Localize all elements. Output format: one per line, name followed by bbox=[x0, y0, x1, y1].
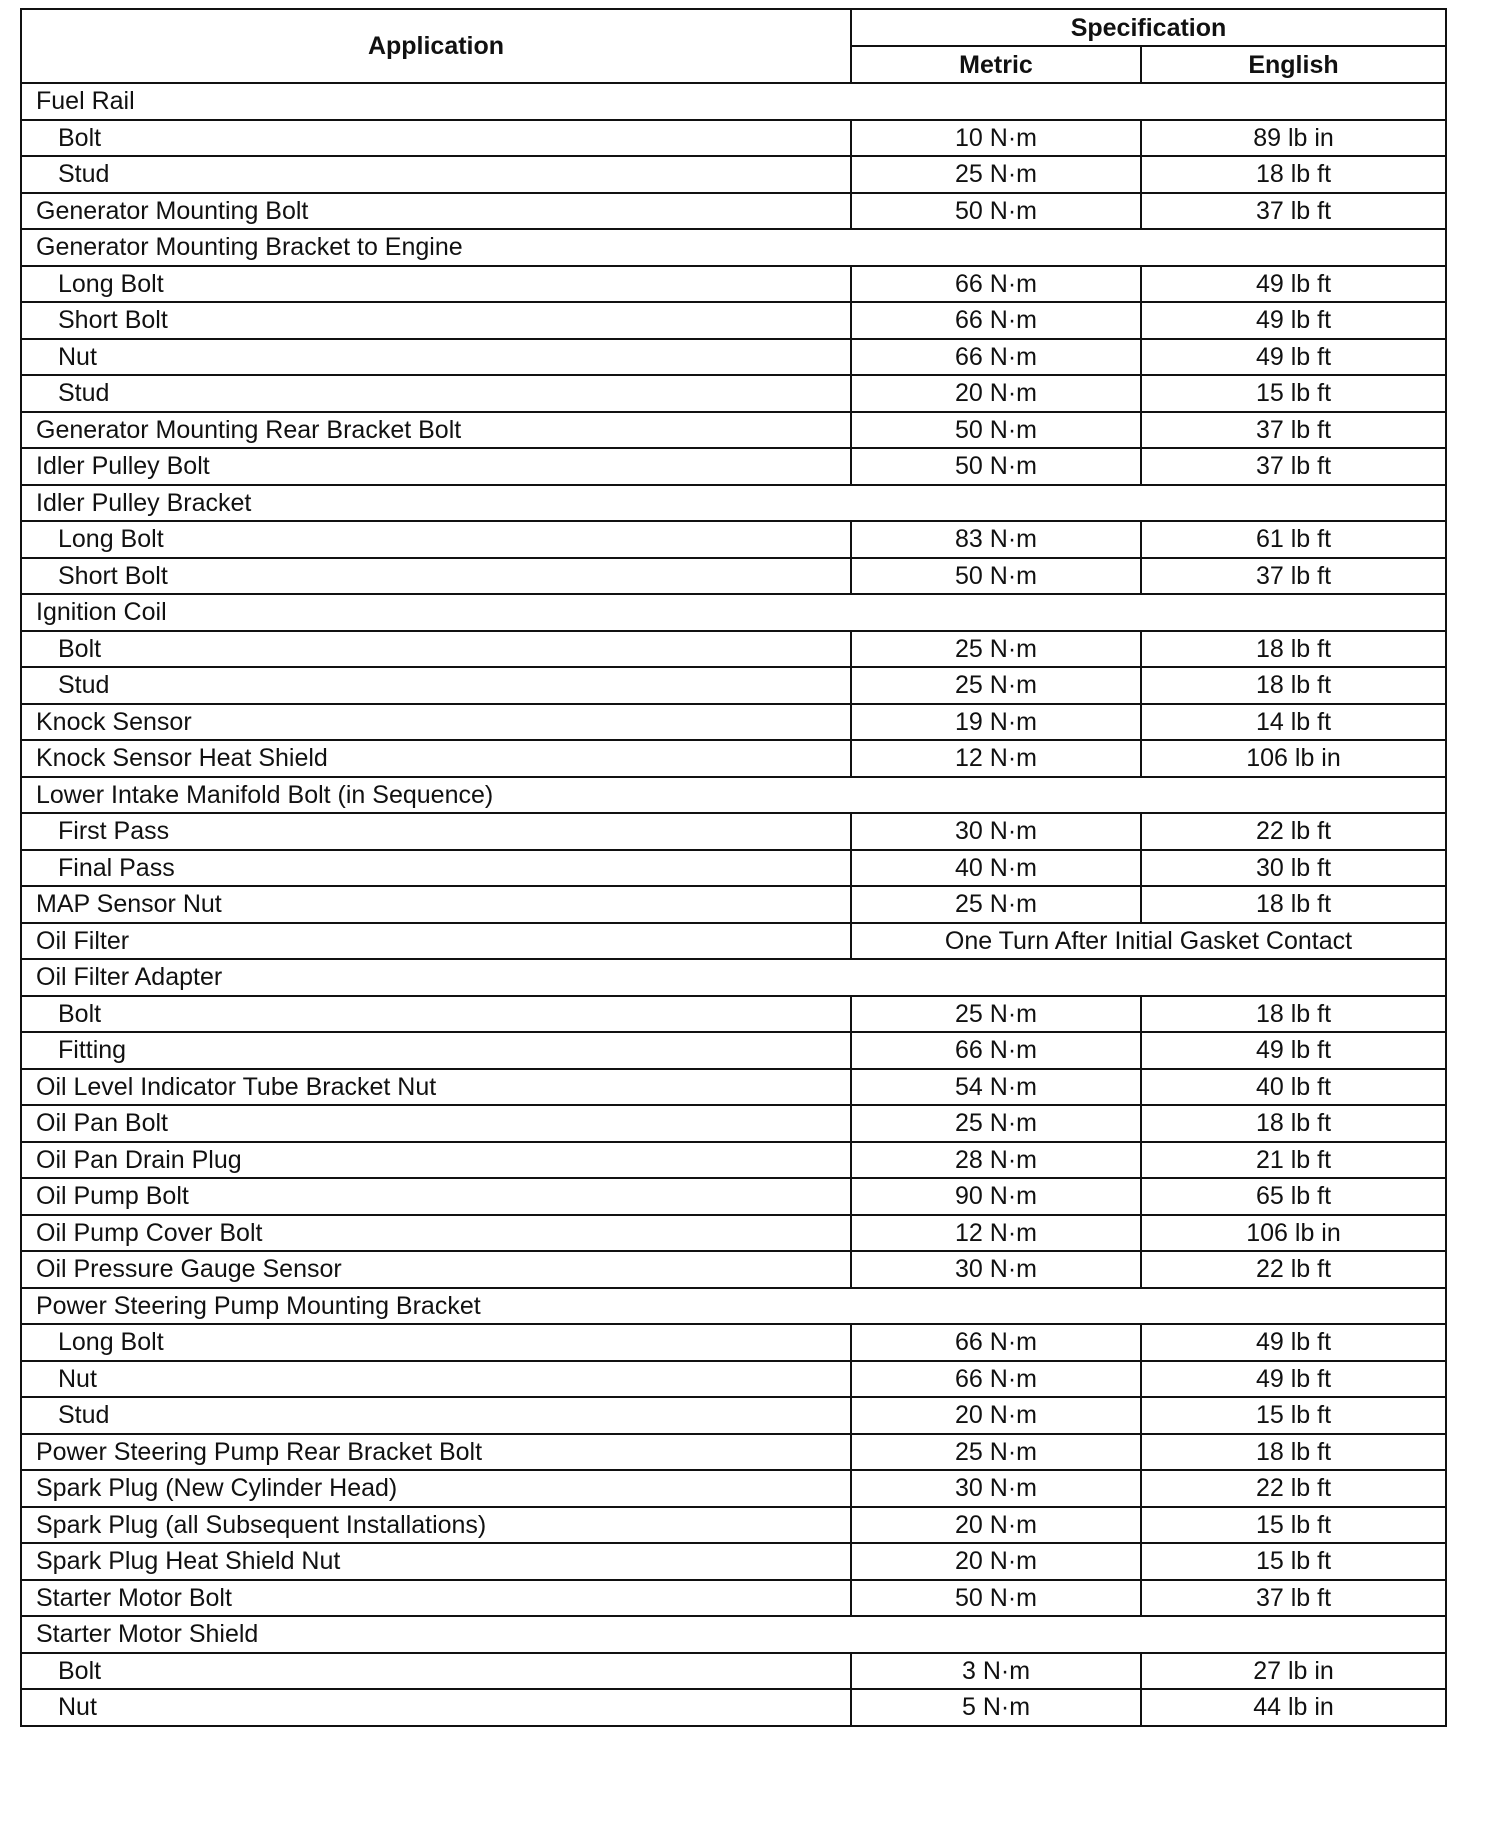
table-row bbox=[21, 777, 1446, 814]
english-cell: 18 lb ft bbox=[1141, 667, 1446, 704]
table-row bbox=[21, 521, 1446, 558]
application-cell: Oil Pump Bolt bbox=[21, 1178, 851, 1215]
application-cell: Idler Pulley Bolt bbox=[21, 448, 851, 485]
table-row bbox=[21, 193, 1446, 230]
table-row bbox=[21, 1580, 1446, 1617]
table-row bbox=[21, 631, 1446, 668]
metric-cell: 50 N·m bbox=[851, 193, 1141, 230]
english-cell: 37 lb ft bbox=[1141, 412, 1446, 449]
application-cell: Short Bolt bbox=[21, 558, 851, 595]
table-row bbox=[21, 704, 1446, 741]
application-cell: Stud bbox=[21, 375, 851, 412]
application-cell: Oil Pressure Gauge Sensor bbox=[21, 1251, 851, 1288]
application-cell: Spark Plug (all Subsequent Installations) bbox=[21, 1507, 851, 1544]
english-cell: 49 lb ft bbox=[1141, 339, 1446, 376]
metric-cell: 30 N·m bbox=[851, 813, 1141, 850]
application-cell: Generator Mounting Bracket to Engine bbox=[21, 229, 1446, 266]
metric-cell: 66 N·m bbox=[851, 1361, 1141, 1398]
table-row bbox=[21, 1470, 1446, 1507]
application-cell: Long Bolt bbox=[21, 1324, 851, 1361]
english-cell: 106 lb in bbox=[1141, 740, 1446, 777]
table-row bbox=[21, 886, 1446, 923]
english-cell: 22 lb ft bbox=[1141, 813, 1446, 850]
metric-cell: 25 N·m bbox=[851, 1434, 1141, 1471]
metric-cell: 25 N·m bbox=[851, 631, 1141, 668]
english-cell: 49 lb ft bbox=[1141, 1361, 1446, 1398]
english-cell: 27 lb in bbox=[1141, 1653, 1446, 1690]
english-cell: 37 lb ft bbox=[1141, 448, 1446, 485]
application-cell: Oil Pan Drain Plug bbox=[21, 1142, 851, 1179]
application-cell: Spark Plug (New Cylinder Head) bbox=[21, 1470, 851, 1507]
english-cell: 40 lb ft bbox=[1141, 1069, 1446, 1106]
english-cell: 18 lb ft bbox=[1141, 156, 1446, 193]
metric-cell: 54 N·m bbox=[851, 1069, 1141, 1106]
english-cell: 14 lb ft bbox=[1141, 704, 1446, 741]
english-cell: 15 lb ft bbox=[1141, 1507, 1446, 1544]
english-cell: 37 lb ft bbox=[1141, 558, 1446, 595]
metric-cell: 25 N·m bbox=[851, 886, 1141, 923]
table-row bbox=[21, 1543, 1446, 1580]
english-cell: 106 lb in bbox=[1141, 1215, 1446, 1252]
metric-cell: 40 N·m bbox=[851, 850, 1141, 887]
table-row bbox=[21, 1251, 1446, 1288]
table-row bbox=[21, 850, 1446, 887]
application-cell: Final Pass bbox=[21, 850, 851, 887]
application-cell: Bolt bbox=[21, 996, 851, 1033]
table-row bbox=[21, 1397, 1446, 1434]
metric-cell: 20 N·m bbox=[851, 1507, 1141, 1544]
metric-cell: 12 N·m bbox=[851, 740, 1141, 777]
table-row bbox=[21, 1215, 1446, 1252]
table-row bbox=[21, 339, 1446, 376]
english-cell: 15 lb ft bbox=[1141, 1397, 1446, 1434]
metric-cell: 25 N·m bbox=[851, 667, 1141, 704]
metric-cell: 90 N·m bbox=[851, 1178, 1141, 1215]
english-cell: 37 lb ft bbox=[1141, 1580, 1446, 1617]
metric-cell: 25 N·m bbox=[851, 156, 1141, 193]
table-row bbox=[21, 667, 1446, 704]
application-cell: Lower Intake Manifold Bolt (in Sequence) bbox=[21, 777, 1446, 814]
table-row bbox=[21, 1507, 1446, 1544]
table-row bbox=[21, 594, 1446, 631]
metric-cell: 50 N·m bbox=[851, 1580, 1141, 1617]
table-row bbox=[21, 1653, 1446, 1690]
table-row bbox=[21, 1069, 1446, 1106]
metric-cell: 66 N·m bbox=[851, 1324, 1141, 1361]
application-cell: Bolt bbox=[21, 631, 851, 668]
table-row bbox=[21, 1616, 1446, 1653]
application-cell: Spark Plug Heat Shield Nut bbox=[21, 1543, 851, 1580]
application-cell: Long Bolt bbox=[21, 521, 851, 558]
english-cell: 21 lb ft bbox=[1141, 1142, 1446, 1179]
metric-cell: 66 N·m bbox=[851, 1032, 1141, 1069]
table-row bbox=[21, 302, 1446, 339]
application-cell: Ignition Coil bbox=[21, 594, 1446, 631]
metric-cell: 20 N·m bbox=[851, 1397, 1141, 1434]
english-cell: 15 lb ft bbox=[1141, 375, 1446, 412]
table-row bbox=[21, 1324, 1446, 1361]
table-row bbox=[21, 156, 1446, 193]
metric-cell: 10 N·m bbox=[851, 120, 1141, 157]
application-cell: Stud bbox=[21, 1397, 851, 1434]
table-row bbox=[21, 448, 1446, 485]
application-cell: Oil Filter Adapter bbox=[21, 959, 1446, 996]
table-row bbox=[21, 959, 1446, 996]
english-cell: 49 lb ft bbox=[1141, 1032, 1446, 1069]
english-cell: 22 lb ft bbox=[1141, 1470, 1446, 1507]
table-row bbox=[21, 996, 1446, 1033]
english-cell: 49 lb ft bbox=[1141, 302, 1446, 339]
application-cell: Short Bolt bbox=[21, 302, 851, 339]
metric-cell: 12 N·m bbox=[851, 1215, 1141, 1252]
table-row bbox=[21, 1178, 1446, 1215]
metric-cell: 50 N·m bbox=[851, 412, 1141, 449]
application-cell: Power Steering Pump Mounting Bracket bbox=[21, 1288, 1446, 1325]
table-row bbox=[21, 1361, 1446, 1398]
application-cell: Bolt bbox=[21, 120, 851, 157]
application-cell: Nut bbox=[21, 339, 851, 376]
metric-cell: 50 N·m bbox=[851, 448, 1141, 485]
english-cell: 18 lb ft bbox=[1141, 1105, 1446, 1142]
application-cell: MAP Sensor Nut bbox=[21, 886, 851, 923]
table-row bbox=[21, 83, 1446, 120]
english-cell: 89 lb in bbox=[1141, 120, 1446, 157]
table-row bbox=[21, 923, 1446, 960]
table-row bbox=[21, 412, 1446, 449]
application-cell: Fitting bbox=[21, 1032, 851, 1069]
table-row bbox=[21, 1434, 1446, 1471]
metric-cell: 20 N·m bbox=[851, 1543, 1141, 1580]
metric-cell: 5 N·m bbox=[851, 1689, 1141, 1726]
application-cell: Nut bbox=[21, 1361, 851, 1398]
application-cell: Knock Sensor bbox=[21, 704, 851, 741]
table-row bbox=[21, 120, 1446, 157]
application-cell: Nut bbox=[21, 1689, 851, 1726]
application-cell: Oil Filter bbox=[21, 923, 851, 960]
table-row bbox=[21, 1288, 1446, 1325]
english-cell: 22 lb ft bbox=[1141, 1251, 1446, 1288]
application-cell: Stud bbox=[21, 156, 851, 193]
metric-cell: 30 N·m bbox=[851, 1470, 1141, 1507]
table-row bbox=[21, 266, 1446, 303]
english-cell: 30 lb ft bbox=[1141, 850, 1446, 887]
application-cell: Starter Motor Shield bbox=[21, 1616, 1446, 1653]
application-cell: Oil Pan Bolt bbox=[21, 1105, 851, 1142]
metric-cell: 3 N·m bbox=[851, 1653, 1141, 1690]
table-row bbox=[21, 740, 1446, 777]
application-cell: Starter Motor Bolt bbox=[21, 1580, 851, 1617]
table-row bbox=[21, 1032, 1446, 1069]
metric-cell: 66 N·m bbox=[851, 302, 1141, 339]
torque-spec-table bbox=[20, 8, 1447, 1727]
specification-header: Specification bbox=[851, 9, 1446, 46]
english-cell: 65 lb ft bbox=[1141, 1178, 1446, 1215]
metric-cell: 20 N·m bbox=[851, 375, 1141, 412]
metric-cell: 28 N·m bbox=[851, 1142, 1141, 1179]
metric-cell: 50 N·m bbox=[851, 558, 1141, 595]
english-cell: 18 lb ft bbox=[1141, 996, 1446, 1033]
metric-cell: 30 N·m bbox=[851, 1251, 1141, 1288]
english-cell: 18 lb ft bbox=[1141, 886, 1446, 923]
english-cell: 49 lb ft bbox=[1141, 1324, 1446, 1361]
metric-cell: 83 N·m bbox=[851, 521, 1141, 558]
application-cell: Oil Pump Cover Bolt bbox=[21, 1215, 851, 1252]
header-row-top bbox=[21, 9, 1446, 46]
table-row bbox=[21, 229, 1446, 266]
application-header: Application bbox=[21, 9, 851, 83]
metric-cell: 25 N·m bbox=[851, 996, 1141, 1033]
metric-cell: 66 N·m bbox=[851, 266, 1141, 303]
english-cell: 37 lb ft bbox=[1141, 193, 1446, 230]
application-cell: First Pass bbox=[21, 813, 851, 850]
table-row bbox=[21, 558, 1446, 595]
application-cell: Power Steering Pump Rear Bracket Bolt bbox=[21, 1434, 851, 1471]
english-cell: 61 lb ft bbox=[1141, 521, 1446, 558]
metric-cell: 66 N·m bbox=[851, 339, 1141, 376]
application-cell: Long Bolt bbox=[21, 266, 851, 303]
english-cell: 44 lb in bbox=[1141, 1689, 1446, 1726]
application-cell: Knock Sensor Heat Shield bbox=[21, 740, 851, 777]
application-cell: Oil Level Indicator Tube Bracket Nut bbox=[21, 1069, 851, 1106]
table-row bbox=[21, 375, 1446, 412]
english-cell: 15 lb ft bbox=[1141, 1543, 1446, 1580]
application-cell: Generator Mounting Bolt bbox=[21, 193, 851, 230]
application-cell: Generator Mounting Rear Bracket Bolt bbox=[21, 412, 851, 449]
application-cell: Idler Pulley Bracket bbox=[21, 485, 1446, 522]
metric-cell: 25 N·m bbox=[851, 1105, 1141, 1142]
english-cell: 18 lb ft bbox=[1141, 1434, 1446, 1471]
table-row bbox=[21, 813, 1446, 850]
metric-header: Metric bbox=[851, 46, 1141, 83]
application-cell: Fuel Rail bbox=[21, 83, 1446, 120]
english-cell: 49 lb ft bbox=[1141, 266, 1446, 303]
table-row bbox=[21, 485, 1446, 522]
application-cell: Stud bbox=[21, 667, 851, 704]
table-body bbox=[21, 83, 1446, 1726]
table-row bbox=[21, 1142, 1446, 1179]
english-cell: 18 lb ft bbox=[1141, 631, 1446, 668]
metric-cell: 19 N·m bbox=[851, 704, 1141, 741]
english-header: English bbox=[1141, 46, 1446, 83]
table-row bbox=[21, 1689, 1446, 1726]
table-row bbox=[21, 1105, 1446, 1142]
specification-cell: One Turn After Initial Gasket Contact bbox=[851, 923, 1446, 960]
application-cell: Bolt bbox=[21, 1653, 851, 1690]
